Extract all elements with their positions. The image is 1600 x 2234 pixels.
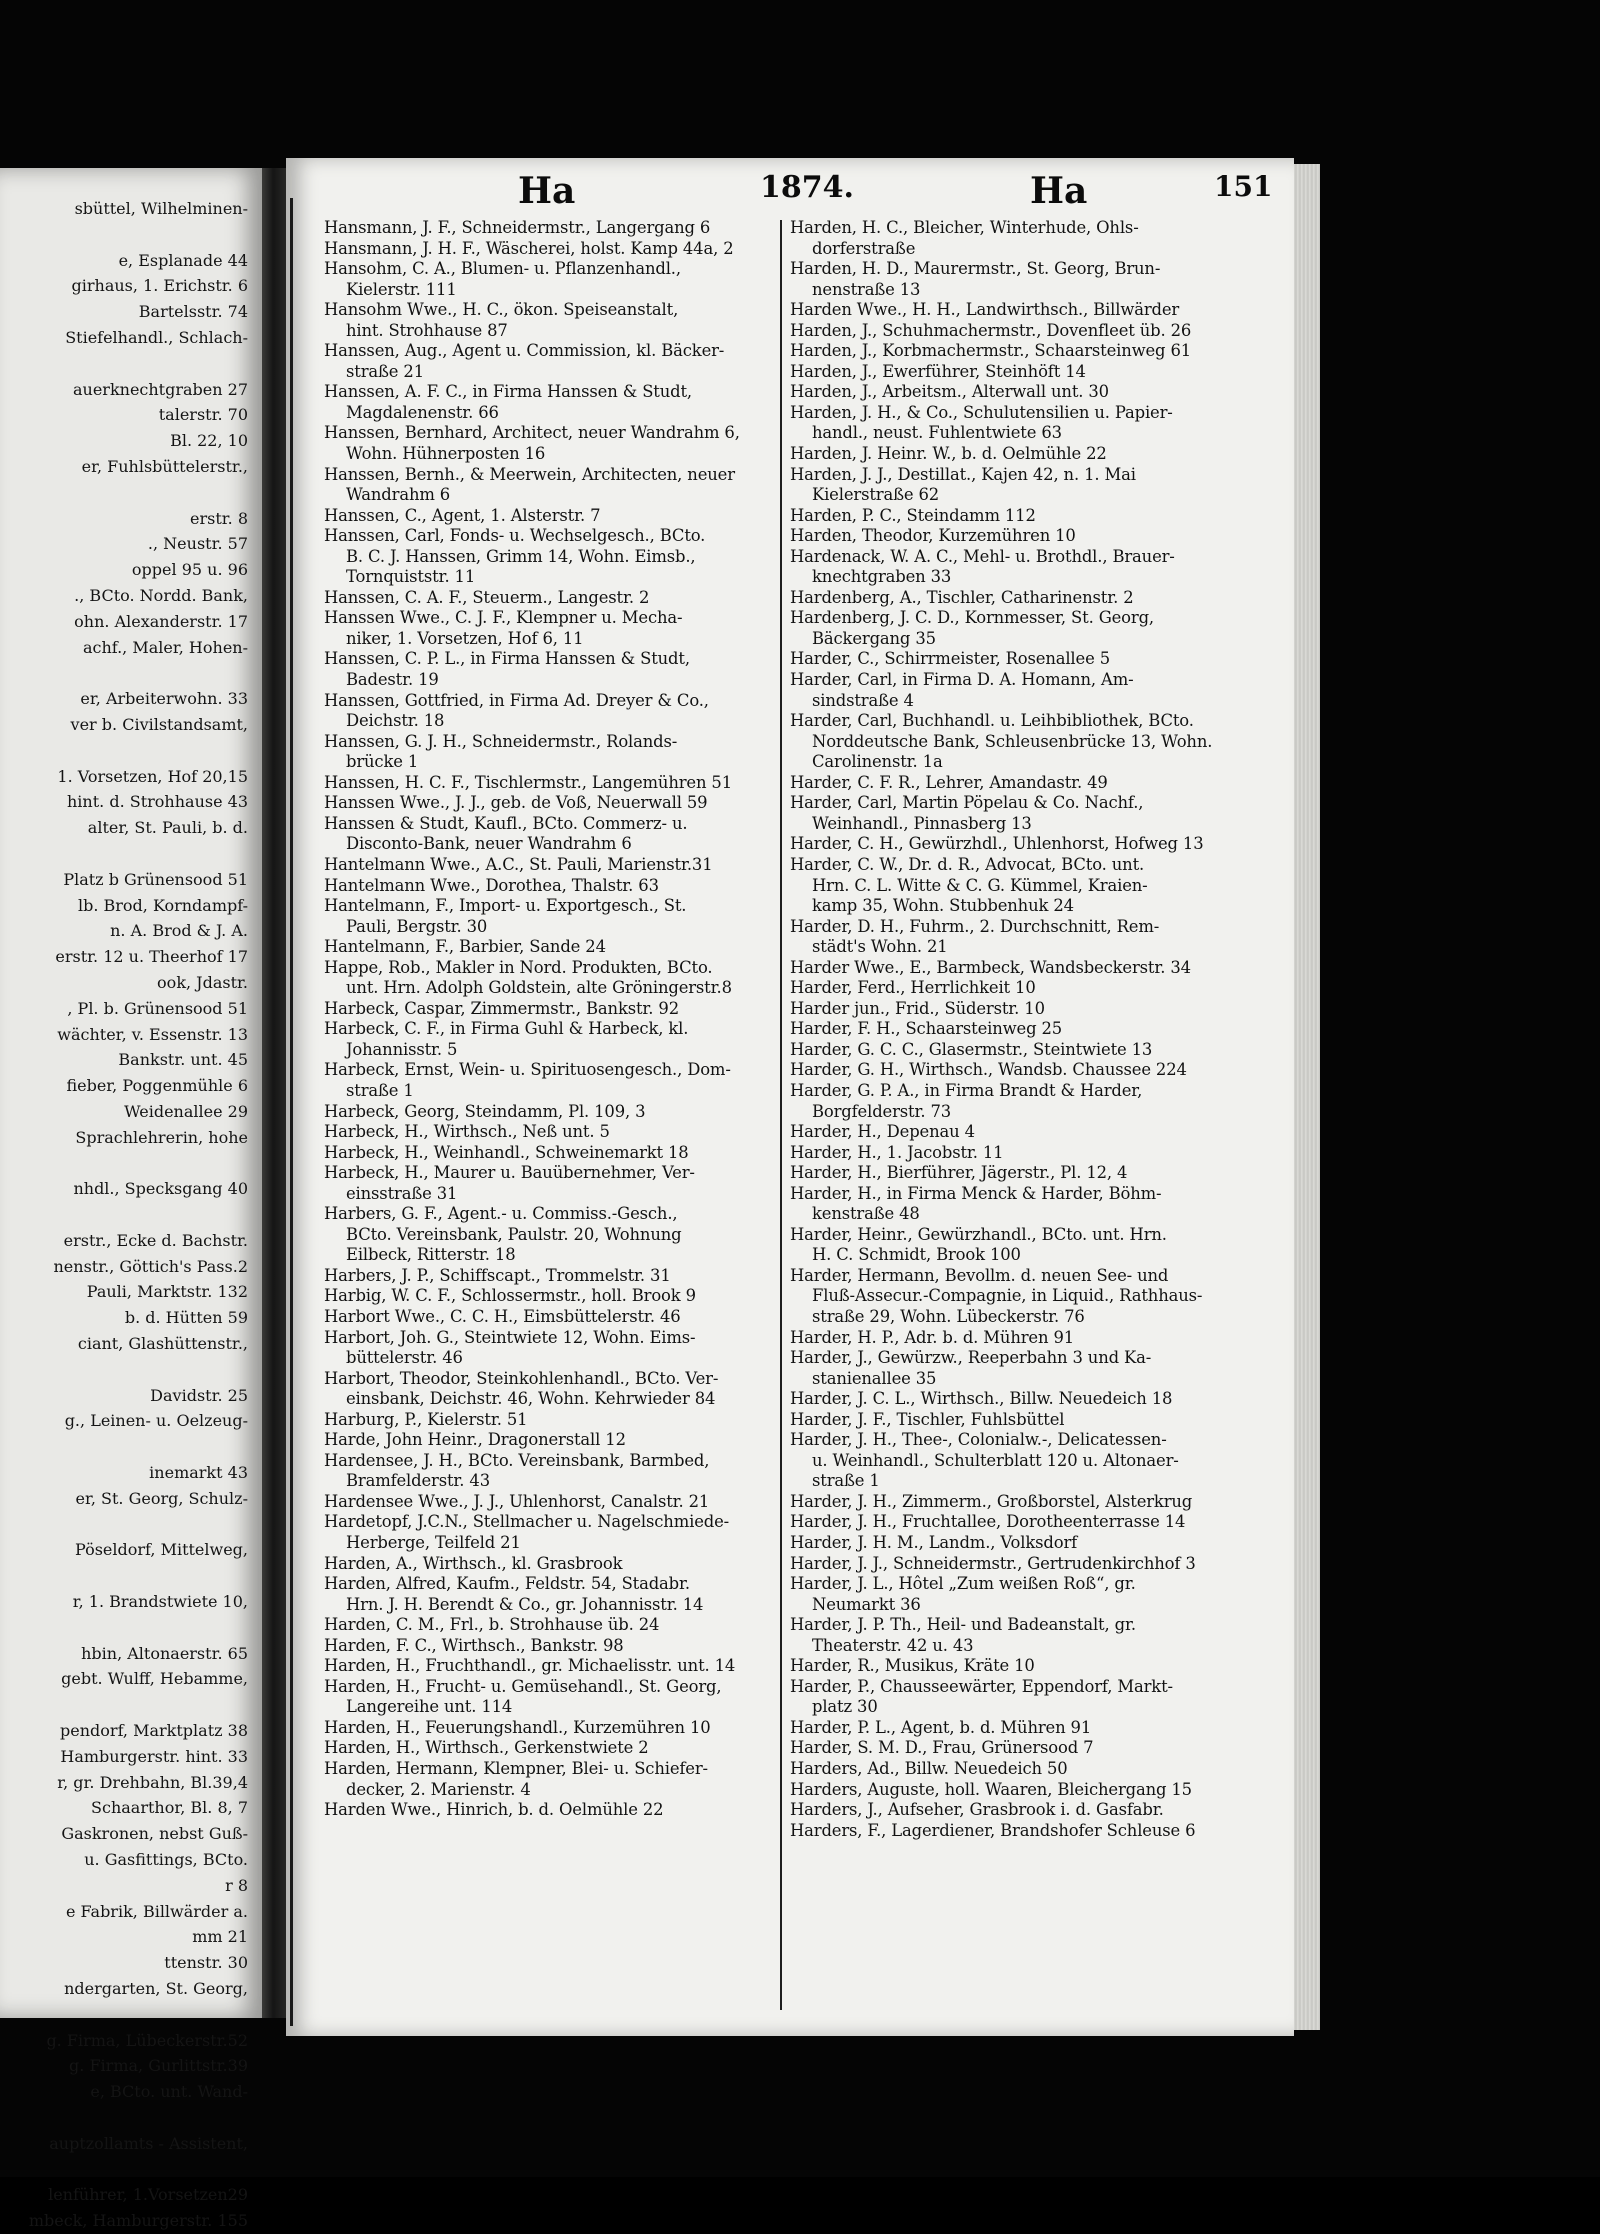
column-divider (780, 220, 782, 2010)
directory-entry: Harden Wwe., H. H., Landwirthsch., Billwärder (790, 300, 1180, 320)
left-page-line: pendorf, Marktplatz 38 (60, 1721, 248, 1741)
directory-entry: Happe, Rob., Makler in Nord. Produkten, BCto. (324, 957, 713, 977)
directory-entry-continuation: Pauli, Bergstr. 30 (346, 916, 488, 936)
left-page-line (0, 1202, 248, 1228)
directory-entry: Hansmann, J. F., Schneidermstr., Langergang 6 (324, 218, 711, 237)
directory-entry-continuation: Kielerstr. 111 (346, 279, 457, 299)
left-page-line: , Pl. b. Grünensood 51 (67, 998, 248, 1018)
left-page-line: g. Firma, Gurlittstr.39 (69, 2056, 248, 2076)
directory-entry-continuation: Langereihe unt. 114 (346, 1697, 513, 1717)
directory-entry: Harden, J. Heinr. W., b. d. Oelmühle 22 (790, 444, 1107, 464)
directory-entry-continuation: straße 1 (812, 1471, 880, 1491)
directory-entry-continuation: Bäckergang 35 (812, 628, 936, 648)
directory-entry-continuation: kamp 35, Wohn. Stubbenhuk 24 (812, 896, 1074, 916)
directory-entry-continuation: unt. Hrn. Adolph Goldstein, alte Gröningerstr.8 (346, 978, 732, 998)
directory-entry: Harder, J. H., Thee-, Colonialw.-, Delicatessen- (790, 1430, 1167, 1450)
directory-entry: Harder, P., Chausseewärter, Eppendorf, Markt- (790, 1676, 1173, 1696)
directory-entry-continuation: stanienallee 35 (812, 1368, 937, 1388)
spine-shadow-line (290, 198, 293, 2026)
directory-entry-continuation: Wandrahm 6 (346, 485, 451, 505)
left-page-line (0, 1357, 248, 1383)
left-page-line: alter, St. Pauli, b. d. (87, 818, 248, 838)
directory-entry-continuation: Weinhandl., Pinnasberg 13 (812, 813, 1032, 833)
directory-entry-continuation: kenstraße 48 (812, 1204, 920, 1224)
directory-entry: Hanssen, C. A. F., Steuerm., Langestr. 2 (324, 587, 650, 607)
directory-entry: Harder, J. H. M., Landm., Volksdorf (790, 1533, 1078, 1552)
directory-entry: Harbeck, H., Wirthsch., Neß unt. 5 (324, 1122, 610, 1142)
directory-entry: Hardenberg, A., Tischler, Catharinenstr. 2 (790, 587, 1134, 607)
directory-entry: Harbort, Theodor, Steinkohlenhandl., BCto. Ver- (324, 1368, 719, 1388)
left-page-line: sbüttel, Wilhelminen- (74, 199, 248, 218)
directory-entry: Harden, Hermann, Klempner, Blei- u. Schiefer- (324, 1759, 708, 1779)
left-page-line: fieber, Poggenmühle 6 (66, 1076, 248, 1096)
directory-entry: Harders, J., Aufseher, Grasbrook i. d. Gasfabr. (790, 1800, 1164, 1820)
directory-entry: Hantelmann, F., Import- u. Exportgesch., St. (324, 896, 687, 916)
directory-entry-continuation: Neumarkt 36 (812, 1594, 921, 1614)
directory-entry-continuation: Deichstr. 18 (346, 711, 445, 731)
left-page-line: erstr., Ecke d. Bachstr. (63, 1230, 248, 1250)
left-page-line: Stiefelhandl., Schlach- (65, 327, 248, 347)
directory-entry: Harbers, G. F., Agent.- u. Commiss.-Gesch., (324, 1204, 678, 1224)
left-page-line: ver b. Civilstandsamt, (70, 714, 248, 734)
directory-entry-continuation: u. Weinhandl., Schulterblatt 120 u. Altonaer- (812, 1450, 1179, 1470)
directory-entry: Harders, F., Lagerdiener, Brandshofer Schleuse 6 (790, 1820, 1196, 1840)
directory-entry: Harden Wwe., Hinrich, b. d. Oelmühle 22 (324, 1800, 664, 1820)
directory-entry: Harder, R., Musikus, Kräte 10 (790, 1656, 1035, 1676)
left-page-line: r, gr. Drehbahn, Bl.39,4 (57, 1772, 248, 1792)
directory-entry: Harden, H. C., Bleicher, Winterhude, Ohls- (790, 218, 1139, 237)
left-page-line: e Fabrik, Billwärder a. (65, 1901, 248, 1921)
directory-entry: Harders, Auguste, holl. Waaren, Bleichergang 15 (790, 1779, 1192, 1799)
left-page-line: Sprachlehrerin, hohe (75, 1127, 248, 1147)
directory-entry-continuation: Magdalenenstr. 66 (346, 402, 499, 422)
left-page-line: Pauli, Marktstr. 132 (86, 1282, 248, 1302)
left-page-line: Hamburgerstr. hint. 33 (60, 1746, 248, 1766)
left-page-line (0, 841, 248, 867)
directory-entry: Hardensee, J. H., BCto. Vereinsbank, Barmbed, (324, 1450, 710, 1470)
directory-column-left (324, 218, 774, 1821)
left-page-line (0, 1615, 248, 1641)
directory-entry: Harbeck, Ernst, Wein- u. Spirituosengesch., Dom- (324, 1060, 731, 1080)
header-section-right: Ha (1030, 170, 1088, 212)
directory-entry: Hanssen, A. F. C., in Firma Hanssen & Studt, (324, 382, 692, 402)
directory-entry: Hanssen, H. C. F., Tischlermstr., Langemühren 51 (324, 772, 732, 792)
directory-entry-continuation: Tornquiststr. 11 (346, 567, 476, 587)
left-page-line: inemarkt 43 (149, 1463, 248, 1483)
directory-entry: Hanssen & Studt, Kaufl., BCto. Commerz- u. (324, 813, 688, 833)
directory-entry-continuation: einsstraße 31 (346, 1183, 458, 1203)
page-edges (1294, 164, 1320, 2030)
directory-entry: Harden, A., Wirthsch., kl. Grasbrook (324, 1553, 623, 1573)
directory-entry: Harbig, W. C. F., Schlossermstr., holl. Brook 9 (324, 1286, 696, 1306)
directory-entry: Harder, Carl, Martin Pöpelau & Co. Nachf., (790, 793, 1144, 813)
directory-entry: Harden, Theodor, Kurzemühren 10 (790, 526, 1076, 546)
left-page-line: ., Neustr. 57 (147, 534, 248, 554)
left-page-line: ttenstr. 30 (164, 1953, 248, 1973)
left-page-line (0, 2105, 248, 2131)
directory-entry: Harburg, P., Kielerstr. 51 (324, 1409, 528, 1429)
directory-entry-continuation: Disconto-Bank, neuer Wandrahm 6 (346, 834, 632, 854)
directory-entry: Harder, C. H., Gewürzhdl., Uhlenhorst, Hofweg 13 (790, 834, 1204, 854)
directory-entry: Hantelmann Wwe., Dorothea, Thalstr. 63 (324, 875, 659, 895)
left-page-line: Bl. 22, 10 (170, 431, 248, 451)
directory-entry: Harden, J., Arbeitsm., Alterwall unt. 30 (790, 382, 1109, 402)
left-page-line: erstr. 12 u. Theerhof 17 (55, 947, 248, 967)
directory-entry: Harder, J. P. Th., Heil- und Badeanstalt, gr. (790, 1615, 1136, 1635)
directory-entry-continuation: straße 21 (346, 361, 424, 381)
directory-entry: Harder, H., Bierführer, Jägerstr., Pl. 12, 4 (790, 1163, 1128, 1183)
left-page-line: talerstr. 70 (158, 405, 248, 425)
left-page-line: gebt. Wulff, Hebamme, (61, 1669, 248, 1689)
directory-entry: Harbort Wwe., C. C. H., Eimsbüttelerstr. 46 (324, 1306, 681, 1326)
directory-entry-continuation: decker, 2. Marienstr. 4 (346, 1779, 531, 1799)
left-page-line (0, 1434, 248, 1460)
directory-entry: Hantelmann Wwe., A.C., St. Pauli, Marienstr.31 (324, 854, 713, 874)
directory-entry: Harder, J. L., Hôtel „Zum weißen Roß“, gr. (790, 1574, 1136, 1594)
directory-entry-continuation: dorferstraße (812, 238, 916, 258)
directory-entry: Hanssen, Aug., Agent u. Commission, kl. Bäcker- (324, 341, 725, 361)
page-header (308, 164, 1273, 212)
left-page-line: lb. Brod, Korndampf- (77, 895, 248, 915)
directory-entry: Harden, C. M., Frl., b. Strohhause üb. 24 (324, 1615, 660, 1635)
left-page-line: Platz b Grünensood 51 (63, 869, 248, 889)
directory-entry: Harden, H., Frucht- u. Gemüsehandl., St. Georg, (324, 1676, 722, 1696)
directory-entry: Hanssen, G. J. H., Schneidermstr., Rolands- (324, 731, 678, 751)
directory-entry: Harbeck, H., Weinhandl., Schweinemarkt 18 (324, 1142, 689, 1162)
directory-entry: Harder, H., Depenau 4 (790, 1122, 975, 1142)
directory-entry-continuation: Eilbeck, Ritterstr. 18 (346, 1245, 516, 1265)
left-page-line: Gaskronen, nebst Guß- (61, 1824, 248, 1844)
left-page-line: oppel 95 u. 96 (131, 560, 248, 580)
directory-entry: Hardetopf, J.C.N., Stellmacher u. Nagelschmiede- (324, 1512, 730, 1532)
directory-entry-continuation: Hrn. J. H. Berendt & Co., gr. Johannisstr. 14 (346, 1594, 704, 1614)
directory-entry: Harder, D. H., Fuhrm., 2. Durchschnitt, Rem- (790, 916, 1160, 936)
left-page-line (0, 1512, 248, 1538)
directory-entry: Harder Wwe., E., Barmbeck, Wandsbeckerstr. 34 (790, 957, 1191, 977)
directory-entry: Harder, G. H., Wirthsch., Wandsb. Chaussee 224 (790, 1060, 1187, 1080)
directory-entry-continuation: platz 30 (812, 1697, 878, 1717)
directory-entry: Harden, J. H., & Co., Schulutensilien u. Papier- (790, 402, 1173, 422)
directory-entry: Harden, H., Wirthsch., Gerkenstwiete 2 (324, 1738, 649, 1758)
directory-entry: Harden, H., Fruchthandl., gr. Michaelisstr. unt. 14 (324, 1656, 736, 1676)
directory-entry: Harden, J., Ewerführer, Steinhöft 14 (790, 361, 1086, 381)
directory-entry-continuation: BCto. Vereinsbank, Paulstr. 20, Wohnung (346, 1224, 682, 1244)
left-page-line: nenstr., Göttich's Pass.2 (53, 1256, 248, 1276)
directory-entry-continuation: Norddeutsche Bank, Schleusenbrücke 13, Wohn. (812, 731, 1213, 751)
left-page-line: b. d. Hütten 59 (124, 1308, 248, 1328)
left-page-line: Weidenallee 29 (124, 1101, 248, 1121)
directory-entry: Hanssen Wwe., C. J. F., Klempner u. Mecha- (324, 608, 683, 628)
left-page-line: er, Fuhlsbüttelerstr., (81, 456, 248, 476)
directory-entry-continuation: nenstraße 13 (812, 279, 921, 299)
left-page-fragment (0, 168, 264, 2231)
directory-page (286, 158, 1294, 2036)
left-page-line: g., Leinen- u. Oelzeug- (64, 1411, 248, 1431)
left-page-line (0, 738, 248, 764)
directory-entry-continuation: Bramfelderstr. 43 (346, 1471, 490, 1491)
left-page-line: hbin, Altonaerstr. 65 (81, 1643, 248, 1663)
directory-entry-continuation: Kielerstraße 62 (812, 485, 940, 505)
left-page-line: e, Esplanade 44 (118, 250, 248, 270)
directory-entry-continuation: büttelerstr. 46 (346, 1348, 463, 1368)
left-page-line: wächter, v. Essenstr. 13 (57, 1024, 248, 1044)
directory-entry: Hansohm, C. A., Blumen- u. Pflanzenhandl., (324, 259, 681, 279)
directory-entry: Harbeck, C. F., in Firma Guhl & Harbeck, kl. (324, 1019, 689, 1039)
left-page-line: ook, Jdastr. (157, 972, 248, 992)
left-page-line (0, 222, 248, 248)
directory-entry: Harder, Ferd., Herrlichkeit 10 (790, 978, 1036, 998)
left-page-line: auptzollamts - Assistent, (49, 2133, 248, 2153)
left-page-line: Pöseldorf, Mittelweg, (74, 1540, 248, 1560)
header-year: 1874. (760, 170, 854, 205)
directory-entry-continuation: B. C. J. Hanssen, Grimm 14, Wohn. Eimsb., (346, 546, 696, 566)
directory-entry: Hanssen, Bernh., & Meerwein, Architecten, neuer (324, 464, 735, 484)
directory-entry-continuation: Herberge, Teilfeld 21 (346, 1533, 521, 1552)
directory-entry-continuation: H. C. Schmidt, Brook 100 (812, 1245, 1021, 1265)
directory-entry: Hantelmann, F., Barbier, Sande 24 (324, 937, 606, 957)
directory-entry-continuation: hint. Strohhause 87 (346, 320, 508, 340)
directory-entry-continuation: handl., neust. Fuhlentwiete 63 (812, 423, 1062, 443)
directory-entry: Harder, Carl, in Firma D. A. Homann, Am- (790, 670, 1134, 690)
left-page-line: ciant, Glashüttenstr., (77, 1334, 248, 1354)
directory-entry: Hanssen, Gottfried, in Firma Ad. Dreyer & Co., (324, 690, 709, 710)
directory-entry-continuation: städt's Wohn. 21 (812, 937, 948, 957)
directory-entry: Harden, F. C., Wirthsch., Bankstr. 98 (324, 1635, 624, 1655)
directory-entry: Hanssen, C., Agent, 1. Alsterstr. 7 (324, 505, 601, 525)
directory-entry-continuation: Borgfelderstr. 73 (812, 1101, 952, 1121)
directory-entry: Harder, C. F. R., Lehrer, Amandastr. 49 (790, 772, 1108, 792)
directory-entry: Harder, Hermann, Bevollm. d. neuen See- und (790, 1265, 1169, 1285)
directory-entry-continuation: Theaterstr. 42 u. 43 (812, 1635, 974, 1655)
left-page-line: girhaus, 1. Erichstr. 6 (71, 276, 248, 296)
left-page-line: ndergarten, St. Georg, (64, 1978, 248, 1998)
left-page-line: erstr. 8 (190, 508, 248, 528)
directory-entry: Harder, C. W., Dr. d. R., Advocat, BCto. unt. (790, 854, 1145, 874)
left-page-line (0, 480, 248, 506)
left-page-line: auerknechtgraben 27 (72, 379, 248, 399)
directory-entry: Harde, John Heinr., Dragonerstall 12 (324, 1430, 626, 1450)
directory-entry: Harden, J., Korbmachermstr., Schaarsteinweg 61 (790, 341, 1192, 361)
left-page-line: e, BCto. unt. Wand- (90, 2082, 248, 2102)
directory-entry-continuation: Badestr. 19 (346, 670, 439, 690)
left-page-line: mm 21 (192, 1927, 248, 1947)
directory-entry: Harder, C., Schirrmeister, Rosenallee 5 (790, 649, 1110, 669)
directory-entry: Hardenack, W. A. C., Mehl- u. Brothdl., Brauer- (790, 546, 1175, 566)
left-page-line: Bankstr. unt. 45 (118, 1050, 248, 1070)
left-page-line: hint. d. Strohhause 43 (67, 792, 248, 812)
directory-entry: Harder, J. F., Tischler, Fuhlsbüttel (790, 1409, 1065, 1429)
left-page-line: ohn. Alexanderstr. 17 (74, 611, 248, 631)
left-page-text (0, 196, 248, 2234)
left-page-line (0, 351, 248, 377)
directory-entry-continuation: sindstraße 4 (812, 690, 914, 710)
left-page-line: Bartelsstr. 74 (138, 302, 248, 322)
directory-entry: Harder, G. P. A., in Firma Brandt & Harder, (790, 1080, 1143, 1100)
page-number: 151 (1214, 170, 1273, 203)
left-page-line: lenführer, 1.Vorsetzen29 (48, 2185, 248, 2205)
directory-entry-continuation: Wohn. Hühnerposten 16 (346, 444, 546, 464)
directory-entry: Hardensee Wwe., J. J., Uhlenhorst, Canalstr. 21 (324, 1491, 710, 1511)
left-page-line: mbeck, Hamburgerstr. 155 (28, 2211, 248, 2231)
directory-entry-continuation: straße 1 (346, 1080, 414, 1100)
directory-entry: Hansmann, J. H. F., Wäscherei, holst. Kamp 44a, 2 (324, 238, 734, 258)
left-page-line: n. A. Brod & J. A. (110, 921, 248, 941)
directory-entry: Harders, Ad., Billw. Neuedeich 50 (790, 1759, 1068, 1779)
left-page-line: g. Firma, Lübeckerstr.52 (46, 2030, 248, 2050)
directory-entry: Harder, S. M. D., Frau, Grünersood 7 (790, 1738, 1094, 1758)
directory-entry: Harder, J. H., Zimmerm., Großborstel, Alsterkrug (790, 1491, 1193, 1511)
directory-entry: Hanssen Wwe., J. J., geb. de Voß, Neuerwall 59 (324, 793, 708, 813)
left-page-line: er, St. Georg, Schulz- (75, 1488, 248, 1508)
directory-entry-continuation: knechtgraben 33 (812, 567, 952, 587)
directory-entry: Harder, G. C. C., Glasermstr., Steintwiete 13 (790, 1039, 1153, 1059)
directory-entry: Harbeck, Caspar, Zimmermstr., Bankstr. 92 (324, 998, 679, 1018)
directory-entry-continuation: straße 29, Wohn. Lübeckerstr. 76 (812, 1306, 1085, 1326)
left-page-line: Davidstr. 25 (150, 1385, 248, 1405)
directory-entry: Hanssen, Bernhard, Architect, neuer Wandrahm 6, (324, 423, 740, 443)
directory-entry: Hanssen, C. P. L., in Firma Hanssen & Studt, (324, 649, 690, 669)
directory-entry: Harden, J. J., Destillat., Kajen 42, n. 1. Mai (790, 464, 1136, 484)
directory-entry: Harder, J. J., Schneidermstr., Gertrudenkirchhof 3 (790, 1553, 1196, 1573)
directory-entry: Harden, J., Schuhmachermstr., Dovenfleet üb. 26 (790, 320, 1192, 340)
directory-entry: Harden, P. C., Steindamm 112 (790, 505, 1036, 525)
directory-entry-continuation: Hrn. C. L. Witte & C. G. Kümmel, Kraien- (812, 875, 1148, 895)
directory-entry: Harbeck, Georg, Steindamm, Pl. 109, 3 (324, 1101, 646, 1121)
left-page-line (0, 2002, 248, 2028)
directory-entry: Harder, J. H., Fruchtallee, Dorotheenterrasse 14 (790, 1512, 1186, 1532)
directory-entry: Harder, F. H., Schaarsteinweg 25 (790, 1019, 1063, 1039)
directory-entry: Harder, J., Gewürzw., Reeperbahn 3 und Ka- (790, 1348, 1152, 1368)
left-page-line: ., BCto. Nordd. Bank, (74, 585, 248, 605)
directory-entry: Harder jun., Frid., Süderstr. 10 (790, 998, 1045, 1018)
directory-entry-continuation: niker, 1. Vorsetzen, Hof 6, 11 (346, 628, 584, 648)
directory-entry: Harder, P. L., Agent, b. d. Mühren 91 (790, 1717, 1092, 1737)
directory-entry: Harder, Carl, Buchhandl. u. Leihbibliothek, BCto. (790, 711, 1194, 731)
directory-entry: Hardenberg, J. C. D., Kornmesser, St. Georg, (790, 608, 1154, 628)
directory-entry: Harden, H. D., Maurermstr., St. Georg, Brun- (790, 259, 1161, 279)
directory-entry: Harder, H. P., Adr. b. d. Mühren 91 (790, 1327, 1075, 1347)
left-page-line: er, Arbeiterwohn. 33 (80, 689, 248, 709)
directory-entry: Harbort, Joh. G., Steintwiete 12, Wohn. Eims- (324, 1327, 696, 1347)
directory-entry: Harder, H., 1. Jacobstr. 11 (790, 1142, 1004, 1162)
left-page-line: r 8 (225, 1875, 248, 1895)
directory-entry-continuation: Johannisstr. 5 (346, 1039, 458, 1059)
directory-entry-continuation: einsbank, Deichstr. 46, Wohn. Kehrwieder 84 (346, 1389, 716, 1409)
left-page-line: Schaarthor, Bl. 8, 7 (91, 1798, 248, 1818)
directory-entry: Harbers, J. P., Schiffscapt., Trommelstr. 31 (324, 1265, 671, 1285)
directory-column-right (790, 218, 1270, 1841)
directory-entry: Hansohm Wwe., H. C., ökon. Speiseanstalt, (324, 300, 679, 320)
left-page-line: 1. Vorsetzen, Hof 20,15 (57, 766, 248, 786)
directory-entry: Harder, H., in Firma Menck & Harder, Böhm- (790, 1183, 1162, 1203)
directory-entry: Harden, Alfred, Kaufm., Feldstr. 54, Stadabr. (324, 1574, 690, 1594)
left-page-line (0, 1563, 248, 1589)
directory-entry-continuation: Carolinenstr. 1a (812, 752, 943, 772)
left-page-line: r, 1. Brandstwiete 10, (72, 1592, 248, 1612)
left-page-line (0, 1150, 248, 1176)
left-page-line: u. Gasfittings, BCto. (84, 1850, 248, 1869)
left-page-line: achf., Maler, Hohen- (82, 637, 248, 657)
left-page-line (0, 660, 248, 686)
directory-entry: Hanssen, Carl, Fonds- u. Wechselgesch., BCto. (324, 526, 706, 546)
directory-entry-continuation: Fluß-Assecur.-Compagnie, in Liquid., Rathhaus- (812, 1286, 1203, 1306)
left-page-line (0, 1692, 248, 1718)
left-page-line: nhdl., Specksgang 40 (73, 1179, 248, 1199)
directory-entry-continuation: brücke 1 (346, 752, 419, 772)
directory-entry: Harbeck, H., Maurer u. Bauübernehmer, Ver- (324, 1163, 695, 1183)
header-section-left: Ha (518, 170, 576, 212)
directory-entry: Harden, H., Feuerungshandl., Kurzemühren 10 (324, 1717, 711, 1737)
directory-entry: Harder, Heinr., Gewürzhandl., BCto. unt. Hrn. (790, 1224, 1167, 1244)
directory-entry: Harder, J. C. L., Wirthsch., Billw. Neuedeich 18 (790, 1389, 1173, 1409)
left-page-line (0, 2157, 248, 2183)
